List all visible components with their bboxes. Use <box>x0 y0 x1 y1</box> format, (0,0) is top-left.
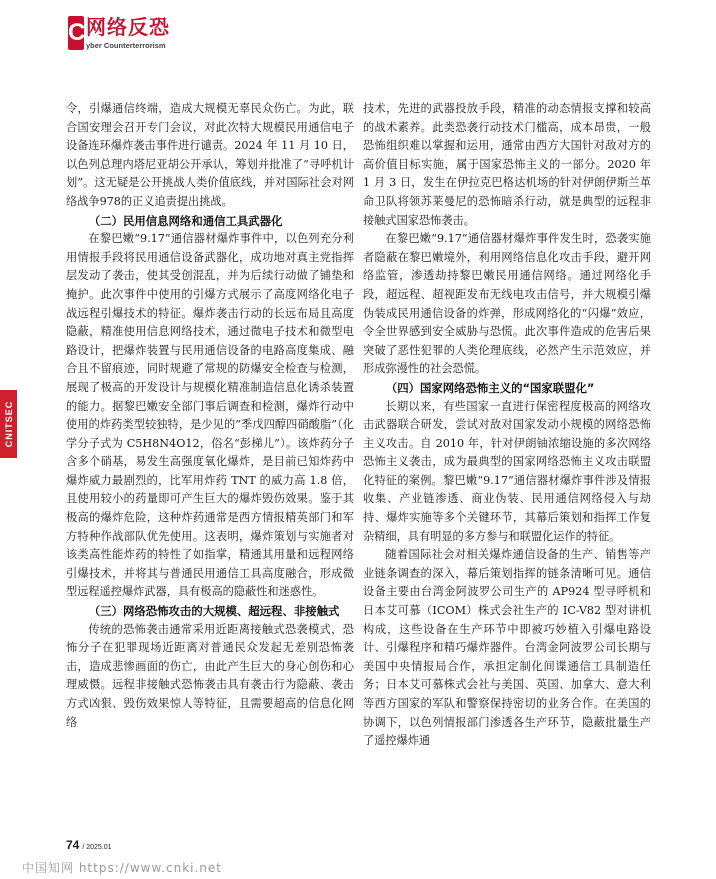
right-column <box>363 100 651 751</box>
body-paragraph: 技术，先进的武器投放手段，精准的动态情报支撑和较高的战术素养。此类恐袭行动技术门槛高，成本昂贵，一般恐怖组织难以掌握和运用，通常由西方大国针对敌对方的高价值目标实施，属于国家恐怖主义的一部分。2020 年 1 月 3 日，发生在伊拉克巴格达机场的针对伊朗伊斯兰革命卫队将领苏莱曼尼的恐怖暗杀行动，就是典型的远程非接触式国家恐怖袭击。 <box>363 102 651 227</box>
cnki-watermark: 中国知网 https://www.cnki.net <box>22 861 222 875</box>
body-paragraph: 随着国际社会对相关爆炸通信设备的生产、销售等产业链条调查的深入，幕后策划指挥的链条清晰可见。通信设备主要由台湾金阿波罗公司生产的 AP924 型寻呼机和日本艾可慕（ICOM）株式会社生产的 IC-V82 型对讲机构成，这些设备在生产环节中即被巧妙植入引爆电路设计、引爆程序和精巧爆炸器件。台湾金阿波罗公司长期与美国中央情报局合作，承担定制化间谍通信工具制造任务；日本艾可慕株式会社与美国、英国、加拿大、意大利等西方国家的军队和警察保持密切的业务合作。在美国的协调下，以色列情报部门渗透各生产环节，隐蔽批量生产了遥控爆炸通 <box>363 548 651 748</box>
masthead-logo-letter: C <box>68 16 84 50</box>
section-heading: （四）国家网络恐怖主义的“国家联盟化” <box>385 380 595 395</box>
section-heading: （二）民用信息网络和通信工具武器化 <box>88 213 283 228</box>
body-paragraph: 传统的恐怖袭击通常采用近距离接触式恐袭模式，恐怖分子在犯罪现场近距离对普通民众发起无差别恐怖袭击，造成悲惨画面的伤亡，由此产生巨大的身心创伤和心理威慑。远程非接触式恐怖袭击具有袭击行为隐蔽、袭击方式凶狠、毁伤效果惊人等特征，且需要超高的信息化网络 <box>66 622 354 729</box>
body-paragraph: 长期以来，有些国家一直进行保密程度极高的网络攻击武器联合研发，尝试对敌对国家发动小规模的网络恐怖主义攻击。自 2010 年，针对伊朗铀浓缩设施的多次网络恐怖主义袭击，成为最典型的国家网络恐怖主义攻击联盟化特征的案例。黎巴嫩“9.17”通信器材爆炸事件涉及情报收集、产业链渗透、商业伪装、民用通信网络侵入与劫持、爆炸实施等多个关键环节，其幕后策划和指挥工作复杂精细，具有明显的多方参与和联盟化运作的特征。 <box>363 399 651 543</box>
page-footer <box>66 838 112 852</box>
masthead-subtitle: yber Counterterrorism <box>86 41 166 50</box>
page-number: 74 <box>66 838 80 852</box>
body-paragraph: 令，引爆通信终端，造成大规模无辜民众伤亡。为此，联合国安理会召开专门会议，对此次特大规模民用通信电子设备连环爆炸袭击事件进行谴责。2024 年 11 月 10 日，以色列总理内塔尼亚胡公开承认，筹划并批准了“寻呼机计划”。这无疑是公开挑战人类价值底线，并对国际社会对网络战争978的正义追责提出挑战。 <box>66 102 354 208</box>
side-tab-label: CNITSEC <box>3 400 14 448</box>
masthead-title: 网络反恐 <box>86 15 170 39</box>
left-column <box>66 100 354 732</box>
section-side-tab <box>0 390 17 458</box>
body-paragraph: 在黎巴嫩“9.17”通信器材爆炸事件发生时，恐袭实施者隐蔽在黎巴嫩境外，利用网络信息化攻击手段，避开网络监管，渗透劫持黎巴嫩民用通信网络。通过网络化手段，超远程、超视距发布无线电攻击信号，并大规模引爆伪装成民用通信设备的炸弹，形成网络化的“闪爆”效应，令全世界感到安全威胁与恐慌。此次事件造成的危害后果突破了恶性犯罪的人类伦理底线，必然产生示范效应，并形成弥漫性的社会恐慌。 <box>363 232 651 376</box>
section-heading: （三）网络恐怖攻击的大规模、超远程、非接触式 <box>88 604 340 619</box>
masthead <box>68 14 178 56</box>
issue-label: / 2025.01 <box>82 844 112 851</box>
body-paragraph: 在黎巴嫩“9.17”通信器材爆炸事件中，以色列充分利用情报手段将民用通信设备武器化，成功地对真主党指挥层发动了袭击，使其受创混乱，并为后续行动做了铺垫和掩护。此次事件中使用的引爆方式展示了高度网络化电子战远程引爆技术的特征。爆炸袭击行动的长远布局且高度隐蔽，精准使用信息网络技术，通过微电子技术和微型电路设计，把爆炸装置与民用通信设备的电路高度集成、融合且不留痕迹，同时规避了常规的防爆安全检查与检测，展现了极高的开发设计与规模化精准制造信息化诱杀装置的能力。据黎巴嫩安全部门事后调查和检测，爆炸行动中使用的炸药类型较独特，是少见的“季戊四醇四硝酸脂”（化学分子式为 C5H8N4O12，俗名“彭梯儿”）。该炸药分子含多个硝基，易发生高强度氧化爆炸，是目前已知炸药中爆炸威力最剧烈的，比军用炸药 TNT 的威力高 1.8 倍，且使用较小的药量即可产生巨大的爆炸毁伤效果。鉴于其极高的爆炸危险，这种炸药通常是西方情报精英部门和军方特种作战部队优先使用。这表明，爆炸策划与实施者对该类高性能炸药的特性了如指掌，精通其用量和远程网络引爆技术，并将其与普通民用通信工具高度融合，形成微型远程遥控爆炸武器，具有极高的隐蔽性和迷惑性。 <box>66 232 354 599</box>
